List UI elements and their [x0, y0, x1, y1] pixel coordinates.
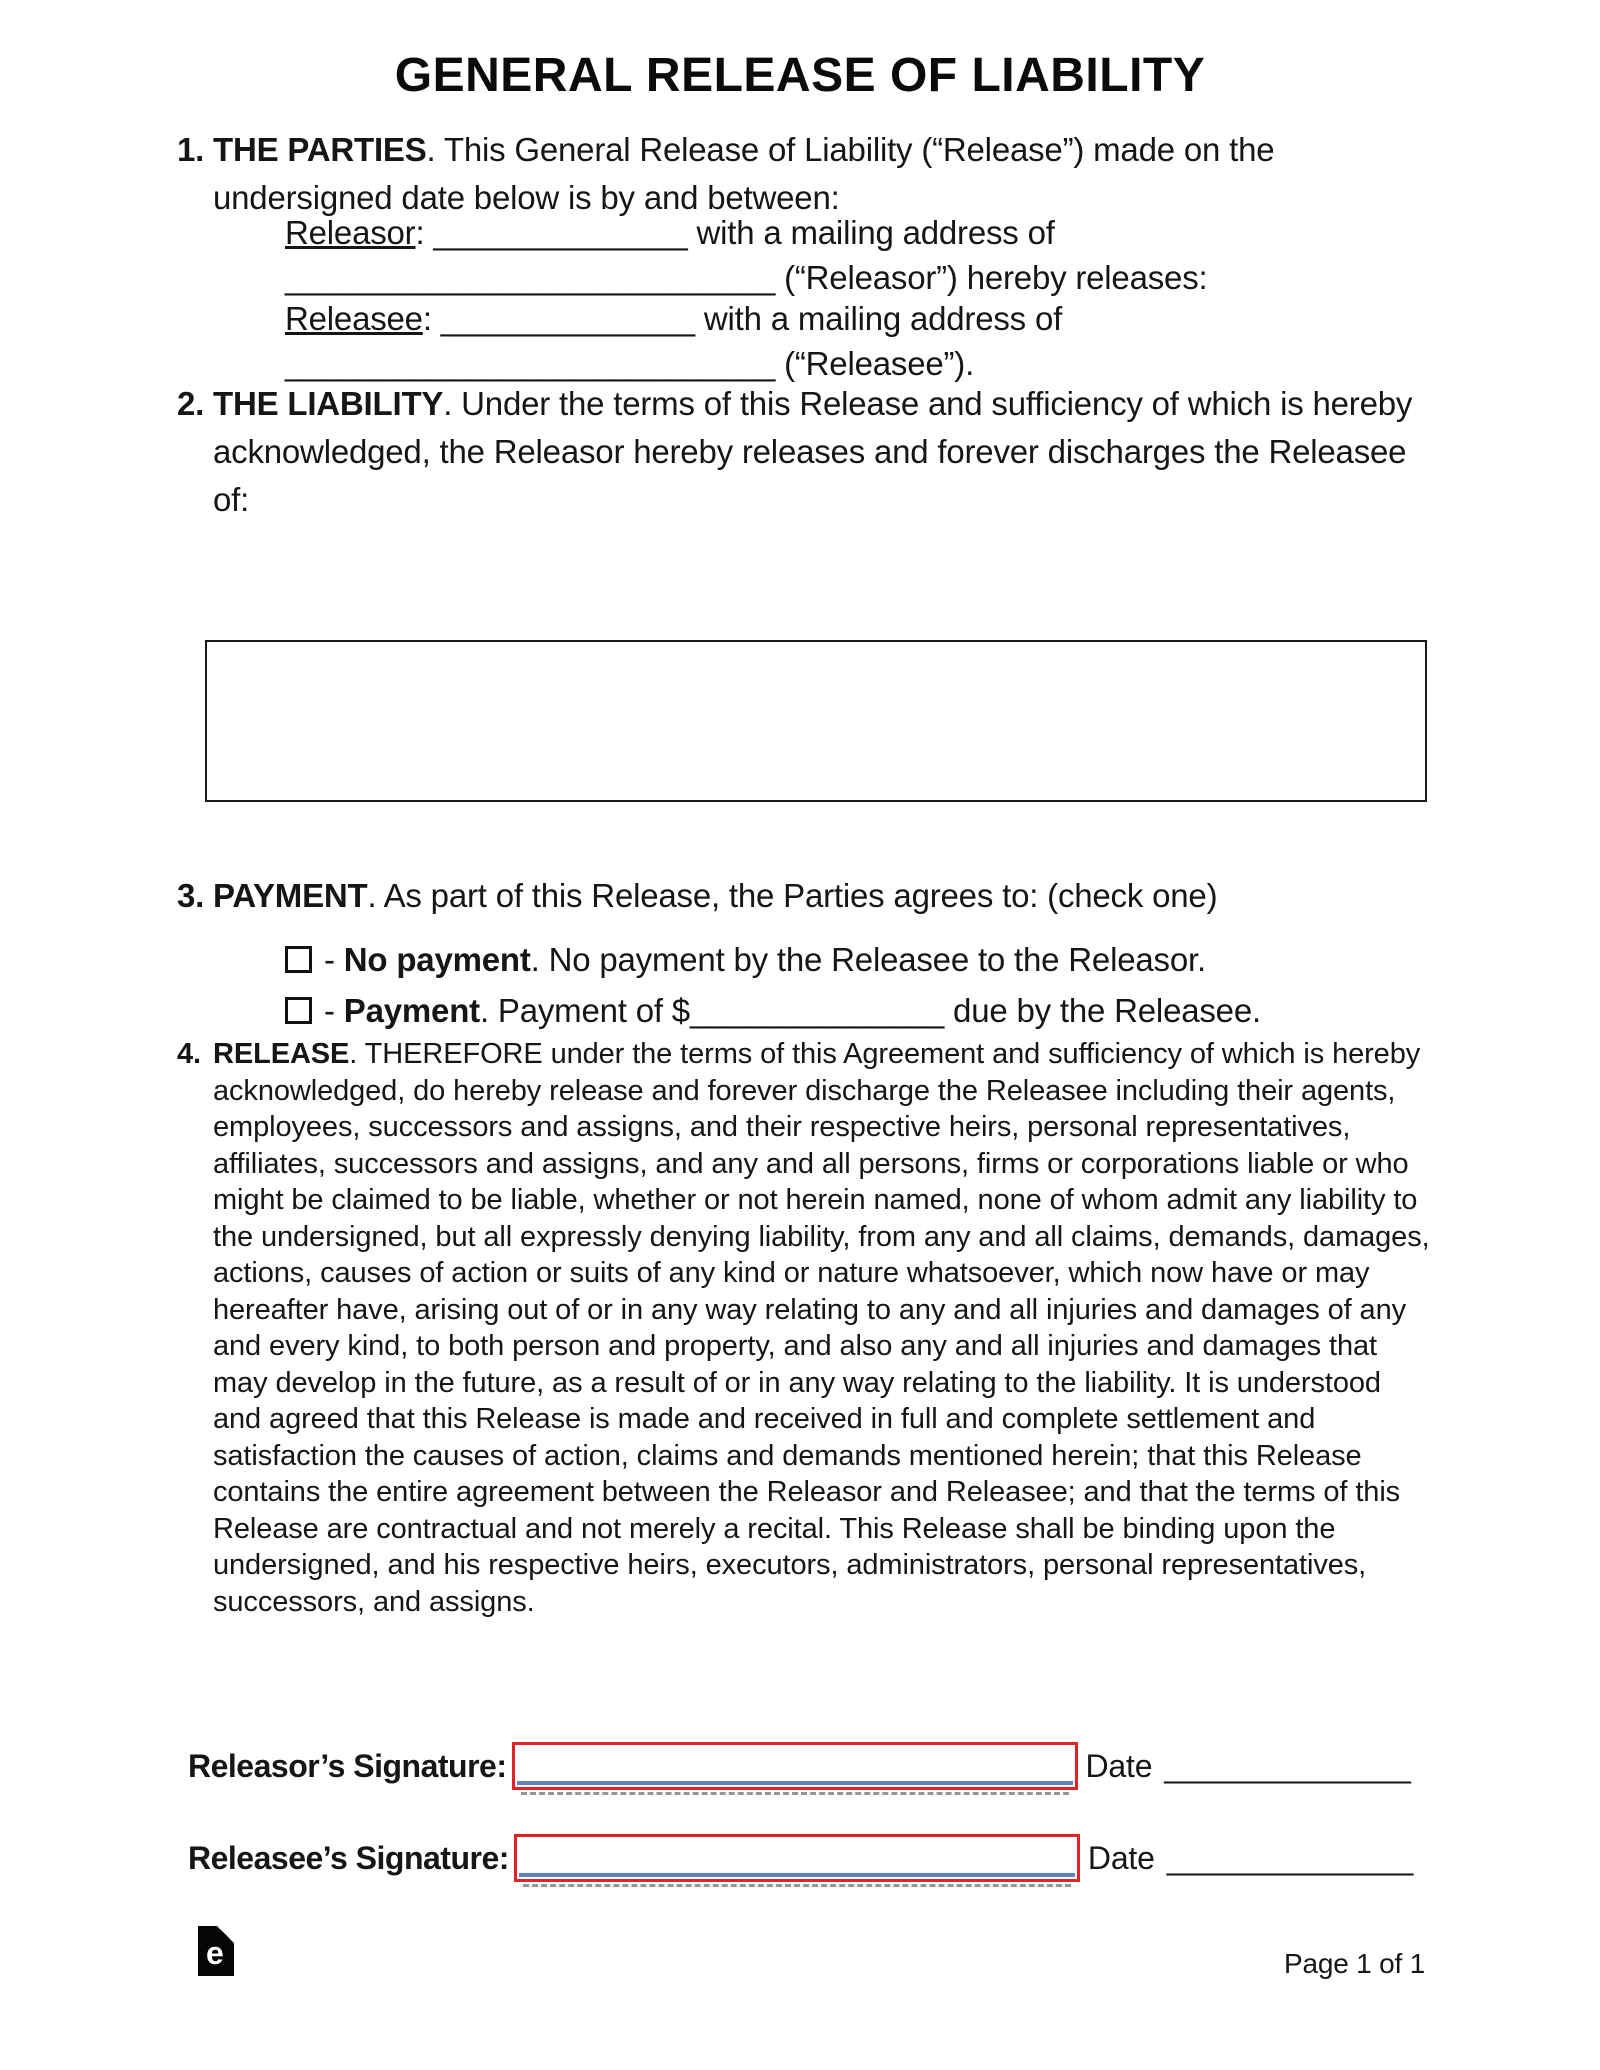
- section-liability: [177, 380, 1433, 524]
- section-heading: THE PARTIES: [213, 131, 427, 168]
- payment-options: [285, 938, 1430, 1040]
- section-body-text: . This General Release of Liability (“Release”) made on the undersigned date below is by and between:: [213, 131, 1275, 216]
- option-text: . No payment by the Releasee to the Releasor.: [530, 941, 1206, 978]
- releasor-address-blank: ___________________________ (“Releasor”) hereby releases:: [285, 259, 1208, 296]
- option-payment: [285, 989, 1430, 1033]
- option-dash: -: [324, 992, 335, 1029]
- logo-letter: e: [206, 1935, 224, 1971]
- releasee-date: [1088, 1842, 1413, 1882]
- page-title: GENERAL RELEASE OF LIABILITY: [394, 49, 1206, 102]
- option-label: No payment: [343, 941, 531, 978]
- option-dash: -: [324, 941, 335, 978]
- section-release: [177, 1036, 1430, 1620]
- signature-line: [517, 1781, 1073, 1785]
- payment-checkbox[interactable]: [285, 997, 312, 1024]
- releasor-date: [1086, 1750, 1411, 1790]
- section-body-text: . Under the terms of this Release and sufficiency of which is hereby acknowledged, the Releasor hereby releases and forever discharges the Releasee of:: [213, 385, 1413, 518]
- section-payment: [177, 872, 1433, 920]
- signature-underscores: [523, 1884, 1071, 1887]
- releasee-line1: [285, 296, 1430, 341]
- section-number: 2.: [177, 385, 205, 422]
- option-no-payment: [285, 938, 1430, 982]
- releasor-signature-field[interactable]: [512, 1742, 1078, 1790]
- eforms-logo: [198, 1926, 234, 1976]
- releasor-label: Releasor: [285, 214, 416, 251]
- date-label: Date: [1087, 1840, 1155, 1876]
- date-blank[interactable]: ______________: [1166, 1840, 1414, 1876]
- releasee-signature-field[interactable]: [514, 1834, 1080, 1882]
- date-blank[interactable]: ______________: [1164, 1748, 1411, 1784]
- releasee-clause: [285, 296, 1430, 386]
- no-payment-checkbox[interactable]: [285, 946, 312, 973]
- section-heading: PAYMENT: [213, 877, 368, 914]
- releasee-signature-row: [188, 1834, 1450, 1882]
- document-icon: [198, 1926, 234, 1976]
- releasee-signature-label: Releasee’s Signature:: [188, 1840, 509, 1876]
- section-parties: [177, 126, 1430, 222]
- releasee-label: Releasee: [285, 300, 423, 337]
- option-text: . Payment of $______________ due by the Releasee.: [479, 992, 1261, 1029]
- section-heading: RELEASE: [213, 1038, 350, 1070]
- page-number: Page 1 of 1: [1283, 1948, 1425, 1979]
- date-label: Date: [1085, 1748, 1153, 1784]
- releasor-name-blank: : ______________ with a mailing address of: [415, 214, 1055, 251]
- section-number: 4.: [177, 1038, 201, 1070]
- releasor-line1: [285, 210, 1430, 255]
- signature-line: [519, 1873, 1075, 1877]
- liability-details-field[interactable]: [205, 640, 1427, 802]
- releasor-signature-label: Releasor’s Signature:: [188, 1748, 507, 1784]
- releasor-clause: [285, 210, 1430, 300]
- section-number: 3.: [177, 877, 205, 914]
- signature-underscores: [521, 1792, 1069, 1795]
- section-body-text: . As part of this Release, the Parties agrees to: (check one): [367, 877, 1218, 914]
- section-heading: THE LIABILITY: [213, 385, 444, 422]
- section-body-text: . THEREFORE under the terms of this Agreement and sufficiency of which is hereby acknowledged, do hereby release and forever discharge the Releasee including their agents, employees, successors and assigns, and their respective heirs, personal representatives, affiliates, successors and assigns, and any and all persons, firms or corporations liable or who might be claimed to be liable, whether or not herein named, none of whom admit any liability to the undersigned, but all expressly denying liability, from any and all claims, demands, damages, actions, causes of action or suits of any kind or nature whatsoever, which now have or may hereafter have, arising out of or in any way relating to any and all injuries and damages of any and every kind, to both person and property, and also any and all injuries and damages that may develop in the future, as a result of or in any way relating to the liability. It is understood and agreed that this Release is made and received in full and complete settlement and satisfaction the causes of action, claims and demands mentioned herein; that this Release contains the entire agreement between the Releasor and Releasee; and that the terms of this Release are contractual and not merely a recital. This Release shall be binding upon the undersigned, and his respective heirs, executors, administrators, personal representatives, successors, and assigns.: [213, 1038, 1430, 1618]
- option-label: Payment: [343, 992, 480, 1029]
- releasee-address-blank: ___________________________ (“Releasee”).: [285, 345, 975, 382]
- releasor-signature-row: [188, 1742, 1450, 1790]
- releasee-name-blank: : ______________ with a mailing address of: [422, 300, 1063, 337]
- section-number: 1.: [177, 131, 205, 168]
